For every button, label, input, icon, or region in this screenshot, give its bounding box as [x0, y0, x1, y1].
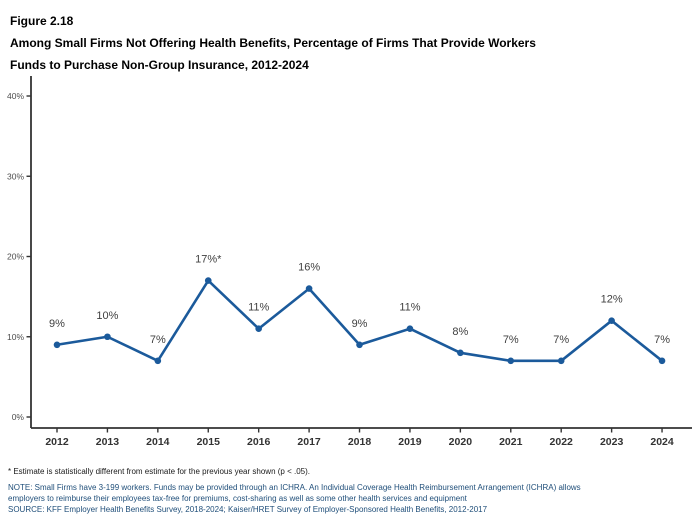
x-axis-year-label: 2020: [448, 436, 473, 448]
data-point-label: 7%: [654, 333, 670, 346]
data-point: [407, 325, 414, 332]
y-axis-tick-label: 40%: [6, 91, 24, 101]
data-point-label: 8%: [452, 325, 469, 338]
footnote-asterisk: * Estimate is statistically different from estimate for the previous year shown (p < .05).: [8, 467, 310, 476]
data-point-label: 17%*: [195, 253, 222, 266]
data-point-label: 7%: [149, 333, 166, 346]
x-axis-year-label: 2015: [196, 436, 220, 448]
x-axis-year-label: 2017: [297, 436, 321, 448]
figure-label: Figure 2.18: [10, 14, 74, 28]
data-point: [205, 277, 212, 284]
data-point-label: 16%: [298, 261, 321, 274]
data-point: [457, 350, 464, 357]
data-point-label: 9%: [351, 317, 368, 330]
data-point: [306, 285, 313, 292]
data-point-label: 10%: [96, 309, 119, 322]
x-axis-year-label: 2016: [247, 436, 271, 448]
data-point: [507, 358, 514, 365]
x-axis-year-label: 2018: [347, 436, 372, 448]
data-point-label: 7%: [553, 333, 570, 346]
x-axis-year-label: 2021: [499, 436, 523, 448]
y-axis-tick-label: 30%: [6, 171, 24, 182]
y-axis-tick-label: 10%: [6, 331, 24, 342]
data-point-label: 11%: [248, 301, 270, 314]
x-axis-year-label: 2022: [549, 436, 573, 448]
x-axis-year-label: 2019: [398, 436, 422, 448]
y-axis-tick-label: 20%: [6, 251, 24, 262]
x-axis-year-label: 2013: [95, 436, 120, 448]
footnote-source: SOURCE: KFF Employer Health Benefits Survey, 2018-2024; Kaiser/HRET Survey of Employer-Sponsored Health Benefits, 2012-2017: [8, 505, 488, 514]
x-axis-year-label: 2024: [650, 436, 674, 448]
data-point: [356, 341, 363, 348]
data-point: [54, 341, 61, 348]
data-point: [659, 358, 666, 365]
data-point-label: 12%: [600, 293, 623, 306]
x-axis-year-label: 2012: [45, 436, 69, 448]
data-point: [255, 325, 262, 332]
data-point-label: 9%: [49, 317, 65, 330]
data-point-label: 7%: [502, 333, 519, 346]
data-point-label: 11%: [399, 301, 421, 314]
chart-title-line-1: Among Small Firms Not Offering Health Benefits, Percentage of Firms That Provide Workers: [10, 36, 536, 50]
data-point: [155, 358, 162, 365]
footnote-note-line-1: NOTE: Small Firms have 3-199 workers. Funds may be provided through an ICHRA. An Individual Coverage Health Reimbursement Arrangement (ICHRA) allows: [8, 483, 581, 492]
x-axis-year-label: 2014: [146, 436, 170, 448]
chart-title-line-2: Funds to Purchase Non-Group Insurance, 2012-2024: [10, 58, 309, 72]
footnotes: [8, 466, 696, 515]
y-axis-tick-label: 0%: [11, 412, 24, 422]
data-point: [608, 317, 615, 324]
data-point: [104, 333, 111, 340]
data-point: [558, 358, 565, 365]
footnote-note-line-2: employers to reimburse their employees tax-free for premiums, cost-sharing as well as some other health services and equipment: [8, 494, 467, 503]
x-axis-year-label: 2023: [599, 436, 624, 448]
